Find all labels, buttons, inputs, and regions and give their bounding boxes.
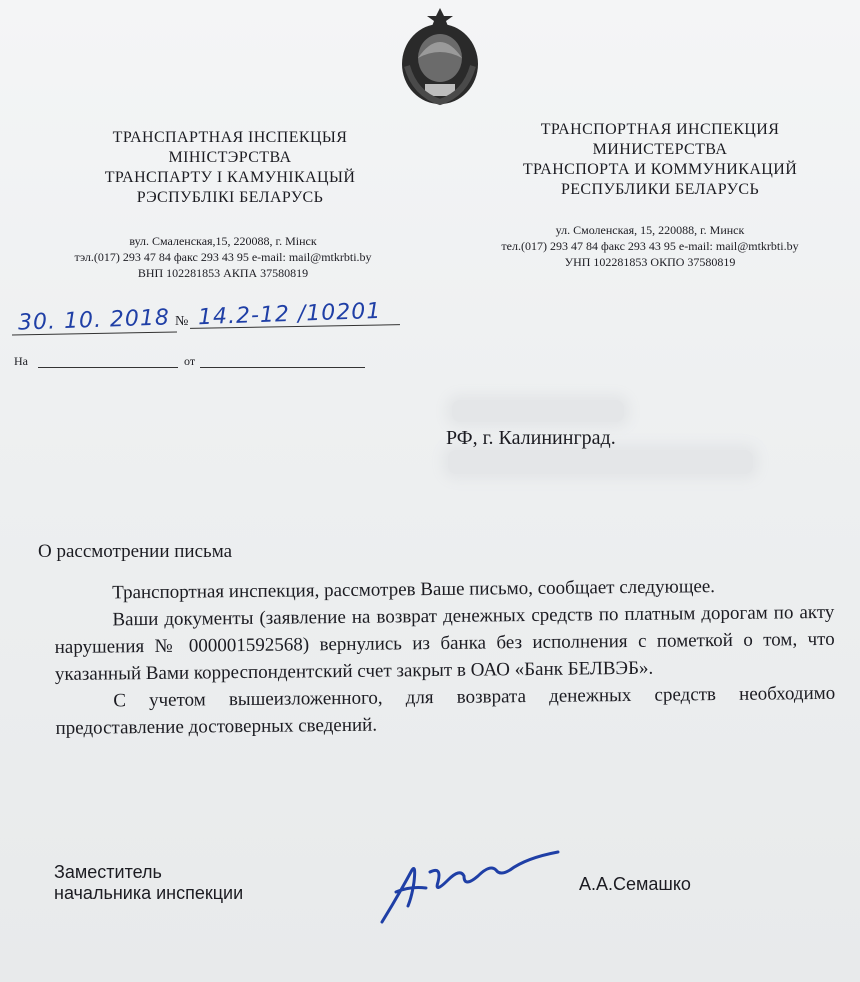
- header-right-line: ТРАНСПОРТА И КОММУНИКАЦИЙ: [522, 161, 798, 178]
- recipient-address: РФ, г. Калининград.: [446, 427, 616, 449]
- header-left-belarusian: [40, 128, 420, 208]
- body-paragraph: С учетом вышеизложенного, для возврата денежных средств необходимо предоставление достоверных сведений.: [55, 682, 836, 739]
- address-right: ул. Смоленская, 15, 220088, г. Минск: [555, 223, 745, 237]
- letter-body: [54, 572, 836, 742]
- ref-na-underline: [38, 367, 178, 368]
- handwritten-number: 14.2-12 /10201: [197, 298, 382, 331]
- redacted-block: [452, 400, 624, 422]
- phone-right: тел.(017) 293 47 84 факс 293 43 95 e-mail: mail@mtkrbti.by: [501, 239, 799, 253]
- signatory-position: [54, 862, 243, 904]
- header-right-russian: [460, 120, 860, 200]
- address-left: вул. Смаленская,15, 220088, г. Мінск: [129, 234, 317, 248]
- header-left-line: МІНІСТЭРСТВА: [168, 149, 292, 166]
- body-paragraph: Транспортная инспекция, рассмотрев Ваше письмо, сообщает следующее.: [112, 576, 716, 604]
- ref-ot-underline: [200, 367, 365, 368]
- signatory-name: А.А.Семашко: [579, 874, 691, 894]
- ids-left: ВНП 102281853 АКПА 37580819: [137, 266, 309, 280]
- position-line: Заместитель: [54, 862, 162, 882]
- coat-of-arms-icon: [395, 6, 485, 106]
- header-right-line: РЕСПУБЛИКИ БЕЛАРУСЬ: [560, 181, 760, 198]
- letter-subject: О рассмотрении письма: [38, 541, 233, 562]
- contact-left: [8, 233, 438, 281]
- ref-na-label: На: [14, 354, 28, 368]
- header-right-line: МИНИСТЕРСТВА: [592, 141, 728, 158]
- handwritten-signature: [368, 836, 568, 936]
- redacted-block: [448, 450, 753, 474]
- ref-ot-label: от: [184, 354, 196, 368]
- phone-left: тэл.(017) 293 47 84 факс 293 43 95 e-mail: mail@mtkrbti.by: [74, 250, 372, 264]
- position-line: начальника инспекции: [54, 883, 244, 903]
- ids-right: УНП 102281853 ОКПО 37580819: [564, 255, 736, 269]
- body-paragraph: Ваши документы (заявление на возврат денежных средств по платным дорогам по акту нарушения № 000001592568) вернулись из банка без исполнения с пометкой о том, что указанный Вами корреспондентский счет закрыт в ОАО «Банк БЕЛВЭБ».: [54, 601, 835, 685]
- contact-right: [440, 222, 860, 270]
- handwritten-date: 30. 10. 2018: [17, 305, 171, 336]
- header-right-line: ТРАНСПОРТНАЯ ИНСПЕКЦИЯ: [540, 121, 780, 138]
- header-left-line: ТРАНСПАРТУ І КАМУНІКАЦЫЙ: [104, 169, 356, 186]
- header-left-line: ТРАНСПАРТНАЯ ІНСПЕКЦЫЯ: [112, 129, 348, 146]
- header-left-line: РЭСПУБЛІКІ БЕЛАРУСЬ: [136, 189, 324, 206]
- number-sign: №: [175, 314, 189, 329]
